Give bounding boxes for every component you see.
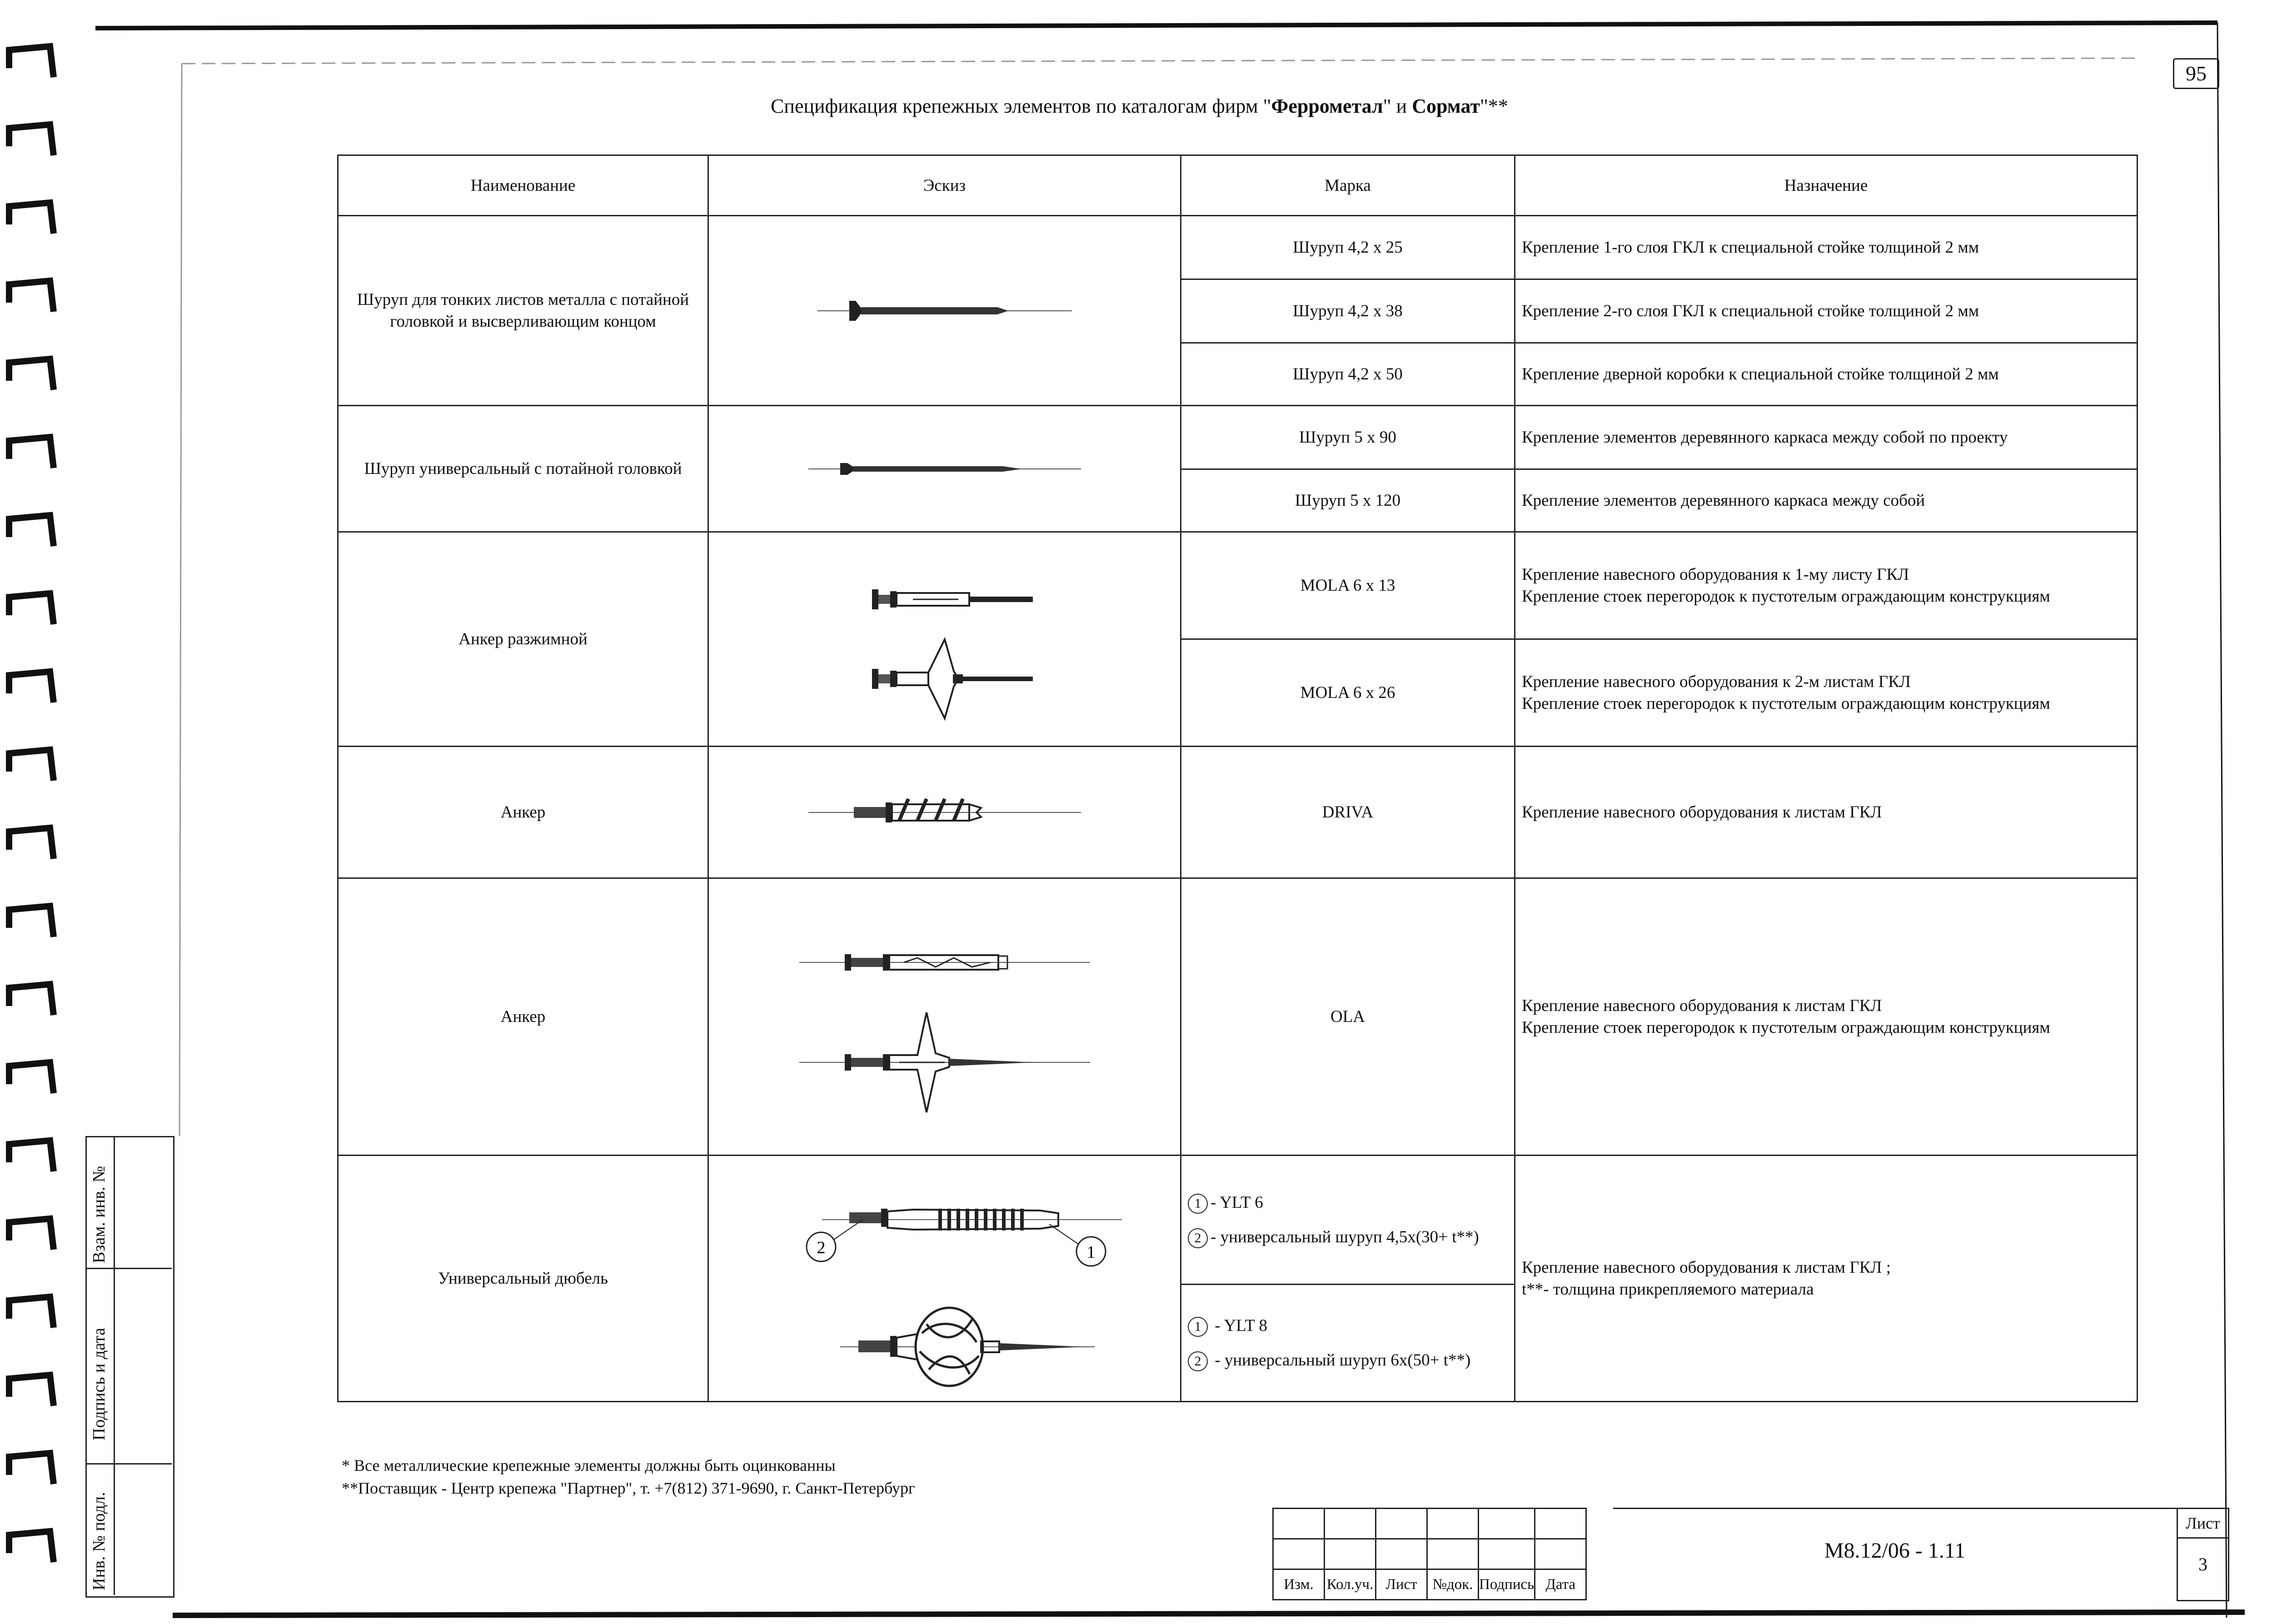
table-header bbox=[338, 155, 2137, 216]
binding-mark bbox=[9, 125, 54, 155]
binding-mark bbox=[9, 828, 54, 859]
binding-mark bbox=[9, 672, 54, 702]
footnote-1: * Все металлические крепежные элементы должны быть оцинкованны bbox=[342, 1456, 836, 1475]
purpose-cell: Крепление навесного оборудования к 1-му листу ГКЛ Крепление стоек перегородок к пустотелым ограждающим конструкциям bbox=[1515, 532, 2137, 639]
mark-cell: Шуруп 4,2 х 50 bbox=[1181, 343, 1515, 406]
header-purpose: Назначение bbox=[1515, 155, 2137, 216]
sketch-driva-anchor bbox=[708, 747, 1181, 878]
mark-cell: MOLA 6 x 26 bbox=[1181, 639, 1515, 747]
purpose-cell: Крепление 2-го слоя ГКЛ к специальной стойке толщиной 2 мм bbox=[1515, 279, 2137, 343]
purpose-cell: Крепление дверной коробки к специальной стойке толщиной 2 мм bbox=[1515, 343, 2137, 406]
expansion-anchor-icon bbox=[808, 544, 1081, 735]
binding-marks bbox=[9, 46, 54, 1562]
footnote-2: **Поставщик - Центр крепежа "Партнер", т. +7(812) 371-9690, г. Санкт-Петербург bbox=[342, 1479, 915, 1497]
circle-2-icon: 2 bbox=[1188, 1351, 1208, 1371]
purpose-cell: Крепление навесного оборудования к листам ГКЛ bbox=[1515, 747, 2137, 878]
purpose-cell: Крепление элементов деревянного каркаса между собой по проекту bbox=[1515, 406, 2137, 469]
spec-table bbox=[337, 154, 2138, 1402]
universal-dowel-icon bbox=[767, 1161, 1122, 1397]
header-mark: Марка bbox=[1181, 155, 1515, 216]
tb-col-kol: Кол.уч. bbox=[1325, 1569, 1376, 1600]
dowel-mark-1 bbox=[1181, 1156, 1515, 1285]
binding-mark bbox=[9, 359, 54, 390]
binding-mark bbox=[9, 906, 54, 937]
sketch-universal-screw bbox=[708, 406, 1181, 532]
table-row bbox=[338, 532, 2137, 639]
item-name: Анкер bbox=[338, 878, 708, 1156]
mark-cell: Шуруп 4,2 х 25 bbox=[1181, 216, 1515, 279]
header-sketch: Эскиз bbox=[708, 155, 1181, 216]
mark-cell: DRIVA bbox=[1181, 747, 1515, 878]
mark-cell: Шуруп 5 х 90 bbox=[1181, 406, 1515, 469]
drywall-screw-icon bbox=[817, 293, 1072, 329]
sketch-drywall-screw bbox=[708, 216, 1181, 406]
sheet-divider bbox=[2178, 1537, 2228, 1539]
binding-mark bbox=[9, 281, 54, 312]
dowel-mark-2-item-2: - универсальный шуруп 6х(50+ t**) bbox=[1211, 1350, 1471, 1370]
dowel-purpose bbox=[1515, 1156, 2137, 1402]
item-name: Шуруп универсальный с потайной головкой bbox=[338, 406, 708, 532]
tb-col-izm: Изм. bbox=[1273, 1569, 1325, 1600]
purpose-cell: Крепление навесного оборудования к 2-м листам ГКЛ Крепление стоек перегородок к пустотелым ограждающим конструкциям bbox=[1515, 639, 2137, 747]
sheet-label: Лист bbox=[2186, 1514, 2220, 1532]
universal-screw-icon bbox=[808, 453, 1081, 485]
sketch-ola-anchor bbox=[708, 878, 1181, 1156]
binding-mark bbox=[9, 1375, 54, 1406]
dowel-mark-1-item-2: - универсальный шуруп 4,5х(30+ t**) bbox=[1211, 1227, 1479, 1246]
binding-mark bbox=[9, 515, 54, 546]
binding-mark bbox=[9, 750, 54, 781]
sheet-cell bbox=[2177, 1508, 2229, 1601]
circle-1-icon: 1 bbox=[1188, 1317, 1208, 1337]
tb-col-podpis: Подпись bbox=[1479, 1569, 1535, 1600]
table-row bbox=[338, 747, 2137, 878]
mark-cell: OLA bbox=[1181, 878, 1515, 1156]
driva-anchor-icon bbox=[808, 781, 1081, 844]
binding-mark bbox=[9, 984, 54, 1015]
footnotes bbox=[342, 1454, 915, 1499]
item-name: Шуруп для тонких листов металла с потайной головкой и высверливающим концом bbox=[338, 216, 708, 406]
purpose-cell: Крепление 1-го слоя ГКЛ к специальной стойке толщиной 2 мм bbox=[1515, 216, 2137, 279]
sheet-value: 3 bbox=[2198, 1554, 2207, 1574]
table-row bbox=[338, 406, 2137, 469]
page-number: 95 bbox=[2173, 58, 2219, 89]
page-title: Спецификация крепежных элементов по каталогам фирм "Феррометал" и Сормат"** bbox=[771, 95, 1508, 117]
binding-mark bbox=[9, 1453, 54, 1484]
sketch-universal-dowel bbox=[708, 1156, 1181, 1402]
purpose-cell: Крепление элементов деревянного каркаса между собой bbox=[1515, 469, 2137, 532]
doc-code-cell bbox=[1613, 1508, 2177, 1600]
sketch-expansion-anchor bbox=[708, 532, 1181, 747]
callout-2: 2 bbox=[817, 1238, 825, 1257]
binding-mark bbox=[9, 1297, 54, 1328]
side-stamp-divider bbox=[85, 1463, 172, 1465]
side-stamp-divider bbox=[85, 1268, 172, 1269]
dowel-mark-1-item-1: - YLT 6 bbox=[1211, 1193, 1263, 1212]
ola-anchor-icon bbox=[799, 912, 1090, 1121]
binding-mark bbox=[9, 1531, 54, 1562]
mark-cell: Шуруп 4,2 х 38 bbox=[1181, 279, 1515, 343]
signature-date-label: Подпись и дата bbox=[90, 1327, 109, 1440]
callout-1: 1 bbox=[1086, 1242, 1095, 1262]
item-name: Анкер bbox=[338, 747, 708, 878]
table-row bbox=[338, 1156, 2137, 1285]
table-row bbox=[338, 878, 2137, 1156]
inv-no-label: Инв. № подл. bbox=[90, 1492, 109, 1590]
binding-mark bbox=[9, 203, 54, 234]
dowel-purpose-line-1: Крепление навесного оборудования к листам ГКЛ ; bbox=[1522, 1258, 1891, 1277]
dowel-purpose-line-2: t**- толщина прикрепляемого материала bbox=[1522, 1280, 1814, 1299]
tb-col-list: Лист bbox=[1376, 1569, 1427, 1600]
replace-inv-label: Взам. инв. № bbox=[90, 1166, 109, 1263]
tb-col-ndok: №док. bbox=[1427, 1569, 1479, 1600]
header-name: Наименование bbox=[338, 155, 708, 216]
binding-mark bbox=[9, 1062, 54, 1093]
tb-col-data: Дата bbox=[1535, 1569, 1586, 1600]
mark-cell: MOLA 6 x 13 bbox=[1181, 532, 1515, 639]
dowel-mark-2 bbox=[1181, 1285, 1515, 1402]
item-name: Анкер разжимной bbox=[338, 532, 708, 747]
circle-2-icon: 2 bbox=[1188, 1228, 1208, 1248]
table-row bbox=[338, 216, 2137, 279]
binding-mark bbox=[9, 1219, 54, 1250]
binding-mark bbox=[9, 46, 54, 77]
title-block-grid bbox=[1272, 1508, 1587, 1600]
binding-mark bbox=[9, 437, 54, 468]
side-stamp-divider bbox=[114, 1136, 115, 1595]
item-name: Универсальный дюбель bbox=[338, 1156, 708, 1402]
dowel-mark-2-item-1: - YLT 8 bbox=[1211, 1316, 1268, 1335]
binding-mark bbox=[9, 1141, 54, 1171]
binding-mark bbox=[9, 593, 54, 624]
mark-cell: Шуруп 5 х 120 bbox=[1181, 469, 1515, 532]
doc-code: М8.12/06 - 1.11 bbox=[1824, 1539, 1966, 1563]
circle-1-icon: 1 bbox=[1188, 1194, 1208, 1214]
purpose-cell: Крепление навесного оборудования к листам ГКЛ Крепление стоек перегородок к пустотелым ограждающим конструкциям bbox=[1515, 878, 2137, 1156]
